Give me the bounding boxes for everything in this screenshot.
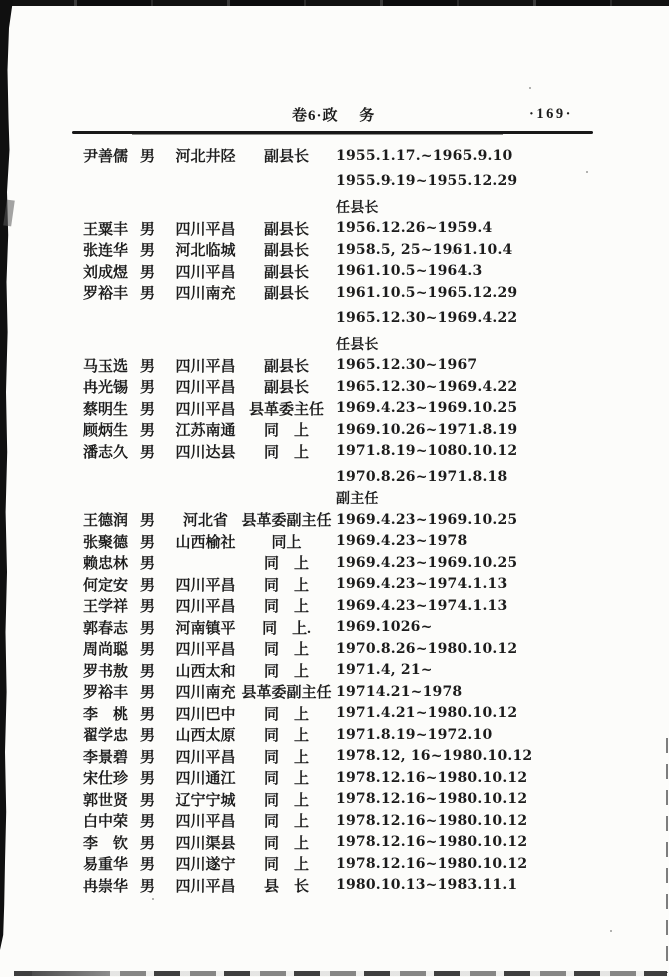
gender-cell: 男 <box>140 423 156 440</box>
place-cell: 四川通江 <box>175 771 236 788</box>
position-cell: 同 上 <box>263 792 309 809</box>
gender-cell: 男 <box>140 663 156 680</box>
name-cell: 何定安 <box>83 577 129 594</box>
name-cell: 易重华 <box>83 857 129 874</box>
name-cell: 李景碧 <box>83 749 129 766</box>
name-cell: 顾炳生 <box>83 423 129 440</box>
dates-cell: 1969.4.23~1969.10.25 <box>336 554 518 571</box>
gender-cell: 男 <box>140 358 156 375</box>
position-cell: 副县长 <box>263 380 309 397</box>
name-cell: 周尚聪 <box>83 642 129 659</box>
name-cell: 冉光锡 <box>83 380 129 397</box>
name-cell: 罗书敖 <box>83 663 129 680</box>
position-cell: 县革委副主任 <box>241 513 332 530</box>
table-row <box>83 196 595 218</box>
dates-cell: 1978.12.16~1980.10.12 <box>336 812 528 829</box>
dates-cell: 1969.10.26~1971.8.19 <box>336 421 518 438</box>
gender-cell: 男 <box>140 599 156 616</box>
scan-speckle <box>529 87 531 89</box>
dates-cell: 1961.10.5~1965.12.29 <box>336 284 518 301</box>
gender-cell: 男 <box>140 771 156 788</box>
table-row <box>83 282 595 304</box>
table-row <box>83 376 595 398</box>
position-cell: 同 上 <box>263 423 309 440</box>
scan-edge-left <box>0 0 22 977</box>
position-cell: 同 上. <box>262 620 311 637</box>
place-cell: 辽宁宁城 <box>175 792 236 809</box>
place-cell: 四川平昌 <box>175 814 236 831</box>
gender-cell: 男 <box>140 642 156 659</box>
place-cell: 四川平昌 <box>175 401 236 418</box>
position-cell: 县革委副主任 <box>241 685 332 702</box>
scan-edge-right <box>666 738 668 973</box>
name-cell: 王学祥 <box>83 599 129 616</box>
dates-cell: 1965.12.30~1967 <box>336 357 478 374</box>
gender-cell: 男 <box>140 814 156 831</box>
gender-cell: 男 <box>140 835 156 852</box>
position-cell: 副县长 <box>263 264 309 281</box>
gender-cell: 男 <box>140 577 156 594</box>
dates-cell: 1970.8.26~1971.8.18 <box>336 468 508 485</box>
place-cell: 四川南充 <box>175 685 236 702</box>
table-row <box>83 789 595 811</box>
table-row <box>83 171 595 193</box>
place-cell: 河北临城 <box>175 243 236 260</box>
place-cell: 四川平昌 <box>175 358 236 375</box>
position-cell: 同 上 <box>263 577 309 594</box>
table-row <box>83 466 595 488</box>
position-cell: 同上 <box>271 534 302 551</box>
scan-speckle <box>610 930 612 932</box>
position-cell: 同 上 <box>263 728 309 745</box>
dates-cell: 1965.12.30~1969.4.22 <box>336 310 518 327</box>
place-cell: 河北井陉 <box>175 149 236 166</box>
gender-cell: 男 <box>140 513 156 530</box>
name-cell: 张连华 <box>83 243 129 260</box>
gender-cell: 男 <box>140 749 156 766</box>
dates-cell: 1969.4.23~1974.1.13 <box>336 576 508 593</box>
name-cell: 白中荣 <box>83 814 129 831</box>
place-cell: 山西太和 <box>175 663 236 680</box>
gender-cell: 男 <box>140 792 156 809</box>
name-cell: 罗裕丰 <box>83 685 129 702</box>
place-cell: 四川平昌 <box>175 642 236 659</box>
name-cell: 张聚德 <box>83 534 129 551</box>
position-cell: 副县长 <box>263 286 309 303</box>
place-cell: 四川平昌 <box>175 380 236 397</box>
dates-cell: 1969.4.23~1978 <box>336 533 468 550</box>
dates-cell: 1969.4.23~1969.10.25 <box>336 511 518 528</box>
scan-edge-top <box>0 0 669 6</box>
place-cell: 江苏南通 <box>175 423 236 440</box>
position-cell: 县革委主任 <box>248 401 324 418</box>
place-cell: 四川平昌 <box>175 264 236 281</box>
gender-cell: 男 <box>140 149 156 166</box>
dates-cell: 1971.8.19~1080.10.12 <box>336 443 518 460</box>
dates-cell: 1955.1.17.~1965.9.10 <box>336 147 513 164</box>
gender-cell: 男 <box>140 556 156 573</box>
gender-cell: 男 <box>140 534 156 551</box>
table-row <box>83 441 595 463</box>
name-cell: 赖忠林 <box>83 556 129 573</box>
official-roster-table <box>83 145 595 896</box>
place-cell: 四川平昌 <box>175 577 236 594</box>
gender-cell: 男 <box>140 857 156 874</box>
position-cell: 同 上 <box>263 444 309 461</box>
table-row <box>83 355 595 377</box>
table-row <box>83 239 595 261</box>
chapter-title: 卷6·政 务 <box>292 108 376 124</box>
dates-cell: 1969.1026~ <box>336 619 433 636</box>
position-cell: 同 上 <box>263 706 309 723</box>
place-cell: 四川平昌 <box>175 749 236 766</box>
position-cell: 副县长 <box>263 149 309 166</box>
dates-cell: 1969.4.23~1974.1.13 <box>336 597 508 614</box>
scan-edge-bottom <box>14 971 667 976</box>
gender-cell: 男 <box>140 728 156 745</box>
table-row <box>83 509 595 531</box>
table-row <box>83 488 595 510</box>
position-cell: 同 上 <box>263 749 309 766</box>
gender-cell: 男 <box>140 444 156 461</box>
table-row <box>83 308 595 330</box>
name-cell: 潘志久 <box>83 444 129 461</box>
position-cell: 同 上 <box>263 642 309 659</box>
name-cell: 罗裕丰 <box>83 286 129 303</box>
table-row <box>83 875 595 897</box>
gender-cell: 男 <box>140 401 156 418</box>
place-cell: 山西太原 <box>175 728 236 745</box>
name-cell: 冉崇华 <box>83 878 129 895</box>
dates-cell: 任县长 <box>336 336 379 353</box>
gender-cell: 男 <box>140 380 156 397</box>
place-cell: 四川遂宁 <box>175 857 236 874</box>
dates-cell: 1978.12.16~1980.10.12 <box>336 791 528 808</box>
dates-cell: 1969.4.23~1969.10.25 <box>336 400 518 417</box>
table-row <box>83 660 595 682</box>
position-cell: 同 上 <box>263 771 309 788</box>
name-cell: 李 钦 <box>83 835 129 852</box>
dates-cell: 1955.9.19~1955.12.29 <box>336 173 518 190</box>
dates-cell: 1961.10.5~1964.3 <box>336 263 483 280</box>
table-row <box>83 746 595 768</box>
dates-cell: 1978.12.16~1980.10.12 <box>336 834 528 851</box>
dates-cell: 1970.8.26~1980.10.12 <box>336 640 518 657</box>
name-cell: 马玉选 <box>83 358 129 375</box>
place-cell: 四川达县 <box>175 444 236 461</box>
dates-cell: 1958.5, 25~1961.10.4 <box>336 241 513 258</box>
name-cell: 刘成煜 <box>83 264 129 281</box>
position-cell: 副县长 <box>263 243 309 260</box>
place-cell: 四川巴中 <box>175 706 236 723</box>
dates-cell: 1971.4, 21~ <box>336 662 433 679</box>
place-cell: 河南镇平 <box>175 620 236 637</box>
name-cell: 郭春志 <box>83 620 129 637</box>
dates-cell: 1980.10.13~1983.11.1 <box>336 877 518 894</box>
table-row <box>83 595 595 617</box>
position-cell: 同 上 <box>263 663 309 680</box>
place-cell: 山西榆社 <box>175 534 236 551</box>
dates-cell: 1956.12.26~1959.4 <box>336 220 493 237</box>
table-row <box>83 638 595 660</box>
name-cell: 翟学忠 <box>83 728 129 745</box>
table-row <box>83 531 595 553</box>
name-cell: 王德润 <box>83 513 129 530</box>
gender-cell: 男 <box>140 286 156 303</box>
table-row <box>83 145 595 167</box>
gender-cell: 男 <box>140 221 156 238</box>
name-cell: 宋仕珍 <box>83 771 129 788</box>
table-row <box>83 261 595 283</box>
place-cell: 四川渠县 <box>175 835 236 852</box>
scan-speckle <box>152 898 154 900</box>
table-row <box>83 810 595 832</box>
page-number: ·169· <box>529 106 573 122</box>
position-cell: 同 上 <box>263 835 309 852</box>
dates-cell: 1971.8.19~1972.10 <box>336 726 493 743</box>
dates-cell: 19714.21~1978 <box>336 683 463 700</box>
dates-cell: 副主任 <box>336 491 379 508</box>
table-row <box>83 724 595 746</box>
dates-cell: 1971.4.21~1980.10.12 <box>336 705 518 722</box>
position-cell: 县 长 <box>263 878 309 895</box>
position-cell: 副县长 <box>263 358 309 375</box>
table-row <box>83 832 595 854</box>
dates-cell: 1965.12.30~1969.4.22 <box>336 378 518 395</box>
position-cell: 副县长 <box>263 221 309 238</box>
place-cell: 河北省 <box>182 513 228 530</box>
table-row <box>83 617 595 639</box>
gender-cell: 男 <box>140 264 156 281</box>
dates-cell: 1978.12.16~1980.10.12 <box>336 769 528 786</box>
table-row <box>83 767 595 789</box>
table-row <box>83 681 595 703</box>
table-row <box>83 398 595 420</box>
dates-cell: 任县长 <box>336 199 379 216</box>
dates-cell: 1978.12.16~1980.10.12 <box>336 855 528 872</box>
table-row <box>83 419 595 441</box>
place-cell: 四川平昌 <box>175 599 236 616</box>
name-cell: 蔡明生 <box>83 401 129 418</box>
gender-cell: 男 <box>140 706 156 723</box>
name-cell: 郭世贤 <box>83 792 129 809</box>
gender-cell: 男 <box>140 620 156 637</box>
table-row <box>83 853 595 875</box>
name-cell: 李 桃 <box>83 706 129 723</box>
name-cell: 王粟丰 <box>83 221 129 238</box>
table-row <box>83 703 595 725</box>
position-cell: 同 上 <box>263 814 309 831</box>
place-cell: 四川平昌 <box>175 221 236 238</box>
place-cell: 四川平昌 <box>175 878 236 895</box>
table-row <box>83 218 595 240</box>
gender-cell: 男 <box>140 878 156 895</box>
gender-cell: 男 <box>140 243 156 260</box>
position-cell: 同 上 <box>263 857 309 874</box>
table-row <box>83 333 595 355</box>
table-row <box>83 574 595 596</box>
position-cell: 同 上 <box>263 599 309 616</box>
table-row <box>83 552 595 574</box>
position-cell: 同 上 <box>263 556 309 573</box>
name-cell: 尹善儒 <box>83 149 129 166</box>
gender-cell: 男 <box>140 685 156 702</box>
header-rule <box>72 131 593 134</box>
place-cell: 四川南充 <box>175 286 236 303</box>
dates-cell: 1978.12, 16~1980.10.12 <box>336 748 533 765</box>
